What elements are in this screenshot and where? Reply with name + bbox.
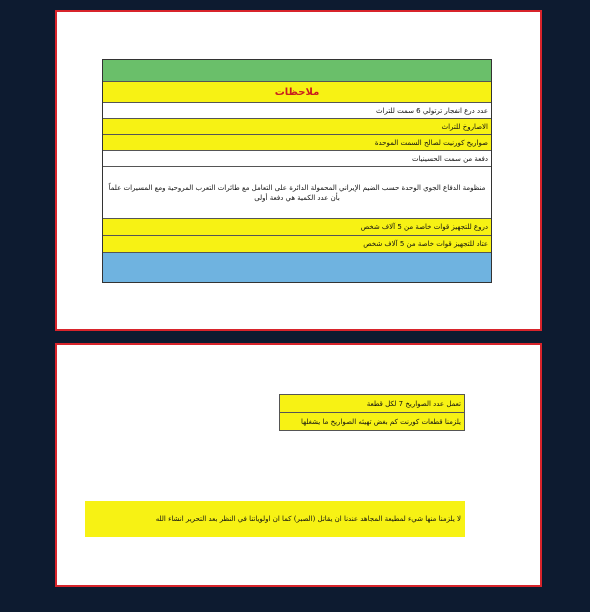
priority-note-line: لا يلزمنا منها شيء لمطيعة المجاهد عندنا ان يقاتل (الصبر) كما ان اولوياتنا في النظر بعد التحرير انشاء الله [85,501,465,537]
missiles-note-box [279,394,465,431]
table-row [103,135,491,151]
table-row [103,219,491,236]
table-header-row [103,82,491,103]
document-page-1 [55,10,542,331]
table-cell-text: دفعة من سمت الحسينيات [411,154,488,163]
table-cell-text: الاصاروخ للتراث [441,122,488,131]
missiles-note-row-1: تعمل عدد الصواريخ 7 لكل قطعة [280,395,464,413]
table-row [103,119,491,135]
document-page-2 [55,343,542,587]
table-row [103,151,491,167]
table-row [103,103,491,119]
table-header-label: ملاحظات [274,86,320,98]
table-row [103,236,491,253]
table-row [103,167,491,219]
table-cell-text: عتاد للتجهيز قوات خاصة من 5 آلاف شخص [363,240,488,248]
table-row [103,253,491,282]
table-cell-text: دروع للتجهيز قوات خاصة من 5 آلاف شخص [360,223,488,231]
table-cell-text: منظومة الدفاع الجوي الوحدة حسب الضيم الإيراني المحمولة الدائرة على التعامل مع طائرات التعرب المروحية ومع المسيرات علماً بأن عدد الكمية هي دفعة أولى [108,183,486,202]
missiles-note-row-2: يلزمنا قطعات كورنت كم بغض تهيئه الصواريخ ما يشغلها [280,413,464,430]
table-row [103,60,491,82]
table-cell-text: صواريخ كورنيت لصالح السمت الموحدة [374,138,488,147]
table-cell-text: عدد درع انفجار ترتولي 6 سمت للتراث [375,106,488,115]
notes-table [102,59,492,283]
